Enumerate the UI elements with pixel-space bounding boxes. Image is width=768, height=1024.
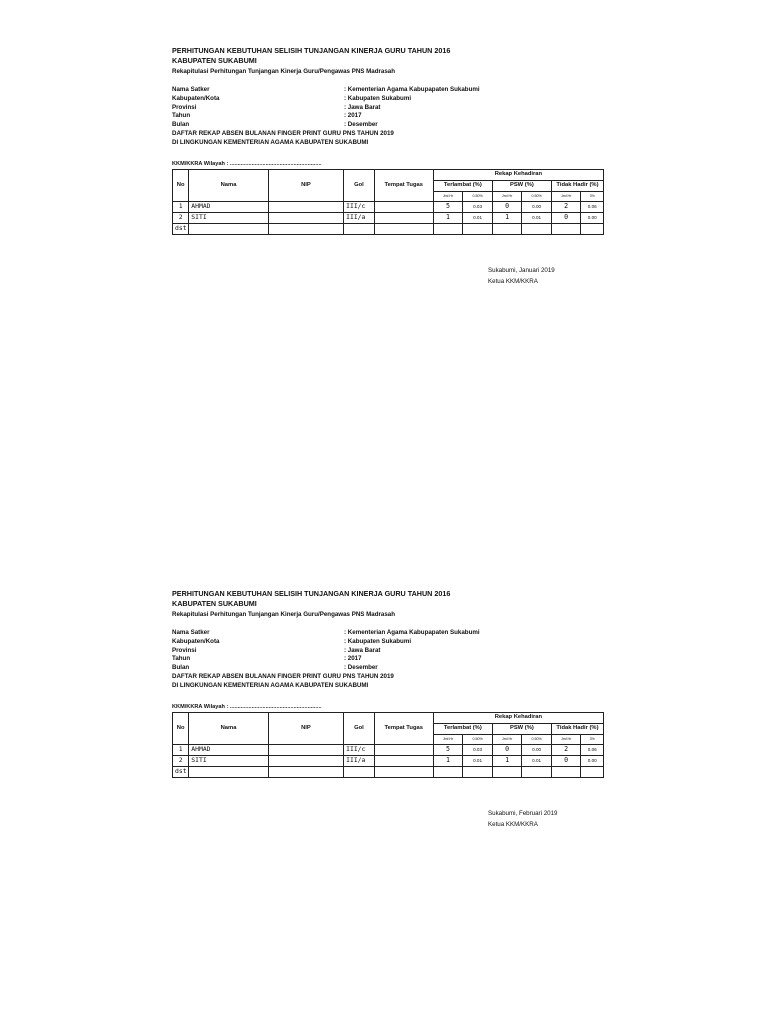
report-block-february <box>172 589 604 828</box>
report-region: KABUPATEN SUKABUMI <box>172 599 257 608</box>
kkm-wilayah-label: KKM/KKRA Wilayah : ........................................................... <box>172 160 322 167</box>
col-nama: Nama <box>189 169 268 201</box>
table-row: dst <box>173 766 604 777</box>
col-tidak-hadir: Tidak Hadir (%) <box>551 180 603 191</box>
col-terlambat: Terlambat (%) <box>433 723 492 734</box>
list-title-1: DAFTAR REKAP ABSEN BULANAN FINGER PRINT GURU PNS TAHUN 2019 <box>172 672 394 680</box>
col-gol: Gol <box>344 169 375 201</box>
col-nip: NIP <box>268 712 343 744</box>
subcol-terlambat-hr: Jml Hr <box>433 734 463 744</box>
table-row: 1 AHMAD III/c 5 0.03 0 0.00 2 0.06 <box>173 201 604 212</box>
kkm-wilayah-label: KKM/KKRA Wilayah : ........................................................... <box>172 703 322 710</box>
report-title: PERHITUNGAN KEBUTUHAN SELISIH TUNJANGAN KINERJA GURU TAHUN 2016 <box>172 46 451 55</box>
signature-place-date: Sukabumi, Januari 2019 <box>488 267 555 274</box>
col-psw: PSW (%) <box>492 180 551 191</box>
list-title-1: DAFTAR REKAP ABSEN BULANAN FINGER PRINT GURU PNS TAHUN 2019 <box>172 129 394 137</box>
col-no: No <box>173 169 189 201</box>
attendance-table <box>172 712 604 778</box>
subcol-tidak-hadir-pct: 3% <box>581 191 604 201</box>
col-psw: PSW (%) <box>492 723 551 734</box>
col-nip: NIP <box>268 169 343 201</box>
attendance-table <box>172 169 604 235</box>
subcol-terlambat-pct: 0.50% <box>463 191 493 201</box>
subcol-psw-hr: Jml Hr <box>492 191 522 201</box>
info-row-tahun: Tahun : 2017 <box>172 655 362 663</box>
info-row-bulan: Bulan : Desember <box>172 121 378 129</box>
info-row-satker: Nama Satker : Kementerian Agama Kabupapaten Sukabumi <box>172 86 480 93</box>
report-subtitle: Rekapitulasi Perhitungan Tunjangan Kinerja Guru/Pengawas PNS Madrasah <box>172 611 396 618</box>
report-title: PERHITUNGAN KEBUTUHAN SELISIH TUNJANGAN KINERJA GURU TAHUN 2016 <box>172 589 451 598</box>
col-rekap-kehadiran: Rekap Kehadiran <box>433 712 603 723</box>
report-subtitle: Rekapitulasi Perhitungan Tunjangan Kinerja Guru/Pengawas PNS Madrasah <box>172 68 396 75</box>
signature-place-date: Sukabumi, Februari 2019 <box>488 810 558 817</box>
col-rekap-kehadiran: Rekap Kehadiran <box>433 169 603 180</box>
col-no: No <box>173 712 189 744</box>
signature-role: Ketua KKM/KKRA <box>488 278 538 285</box>
list-title-2: DI LINGKUNGAN KEMENTERIAN AGAMA KABUPATEN SUKABUMI <box>172 138 369 146</box>
subcol-tidak-hadir-pct: 3% <box>581 734 604 744</box>
table-row: dst <box>173 223 604 234</box>
subcol-psw-pct: 0.50% <box>522 734 552 744</box>
subcol-terlambat-hr: Jml Hr <box>433 191 463 201</box>
table-row: 2 SITI III/a 1 0.01 1 0.01 0 0.00 <box>173 755 604 766</box>
subcol-terlambat-pct: 0.50% <box>463 734 493 744</box>
table-row: 1 AHMAD III/c 5 0.03 0 0.00 2 0.06 <box>173 744 604 755</box>
col-terlambat: Terlambat (%) <box>433 180 492 191</box>
report-region: KABUPATEN SUKABUMI <box>172 56 257 65</box>
subcol-psw-hr: Jml Hr <box>492 734 522 744</box>
table-row: 2 SITI III/a 1 0.01 1 0.01 0 0.00 <box>173 212 604 223</box>
info-row-tahun: Tahun : 2017 <box>172 112 362 120</box>
info-row-bulan: Bulan : Desember <box>172 664 378 672</box>
info-row-provinsi: Provinsi : Jawa Barat <box>172 646 381 654</box>
col-gol: Gol <box>344 712 375 744</box>
col-tempat-tugas: Tempat Tugas <box>374 169 433 201</box>
col-tempat-tugas: Tempat Tugas <box>374 712 433 744</box>
info-row-satker: Nama Satker : Kementerian Agama Kabupapaten Sukabumi <box>172 629 480 636</box>
signature-role: Ketua KKM/KKRA <box>488 821 538 828</box>
col-tidak-hadir: Tidak Hadir (%) <box>551 723 603 734</box>
subcol-psw-pct: 0.50% <box>522 191 552 201</box>
list-title-2: DI LINGKUNGAN KEMENTERIAN AGAMA KABUPATEN SUKABUMI <box>172 681 369 689</box>
subcol-tidak-hadir-hr: Jml Hr <box>551 191 581 201</box>
info-row-provinsi: Provinsi : Jawa Barat <box>172 103 381 111</box>
subcol-tidak-hadir-hr: Jml Hr <box>551 734 581 744</box>
info-row-kabupaten: Kabupaten/Kota : Kabupaten Sukabumi <box>172 94 412 102</box>
col-nama: Nama <box>189 712 268 744</box>
info-row-kabupaten: Kabupaten/Kota : Kabupaten Sukabumi <box>172 637 412 645</box>
report-block-january <box>172 46 604 285</box>
